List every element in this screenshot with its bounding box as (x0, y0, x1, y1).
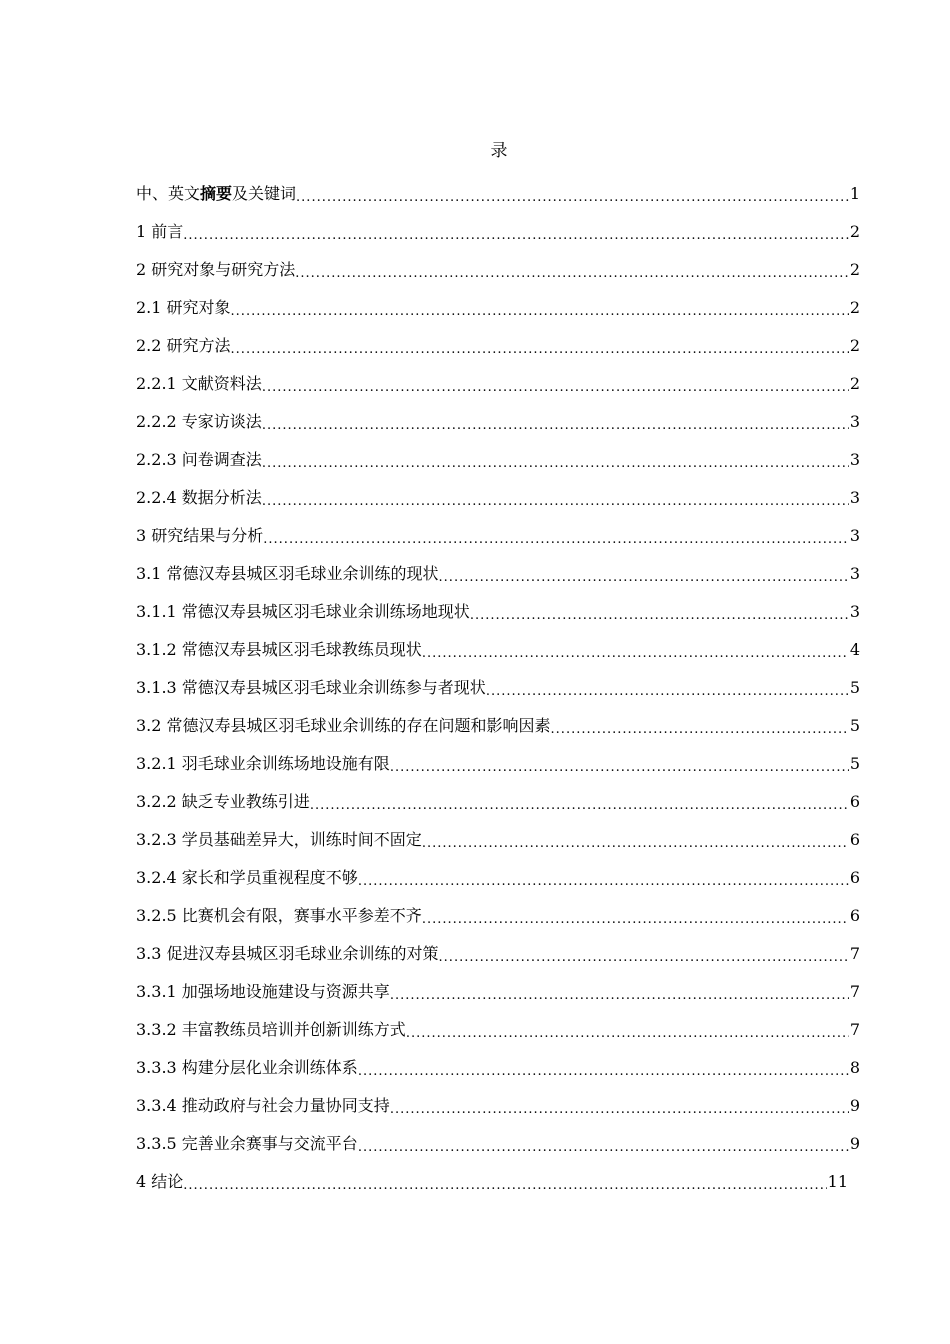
toc-entry-label: 3.1 常德汉寿县城区羽毛球业余训练的现状 (136, 564, 439, 583)
dot-leader (390, 989, 849, 1002)
toc-entry[interactable] (136, 213, 860, 251)
toc-page-number: 3 (849, 412, 860, 431)
dot-leader (439, 571, 849, 584)
dot-leader (183, 229, 849, 242)
dot-leader (358, 875, 849, 888)
toc-entry-label: 中、英文摘要及关键词 (136, 184, 297, 203)
toc-entry[interactable] (136, 783, 860, 821)
toc-entry-label: 3.3.3 构建分层化业余训练体系 (136, 1058, 358, 1077)
toc-entry[interactable] (136, 897, 860, 935)
toc-page-number: 6 (849, 868, 860, 887)
toc-entry[interactable] (136, 441, 860, 479)
toc-entry[interactable] (136, 1011, 860, 1049)
toc-entry[interactable] (136, 745, 860, 783)
toc-page-number: 2 (849, 298, 860, 317)
toc-entry-label: 4 结论 (136, 1172, 184, 1191)
toc-entry-label: 2 研究对象与研究方法 (136, 260, 296, 279)
toc-entry[interactable] (136, 479, 860, 517)
dot-leader (406, 1027, 849, 1040)
toc-entry-label: 3.2.2 缺乏专业教练引进 (136, 792, 310, 811)
dot-leader (263, 533, 849, 546)
toc-entry-label: 3.2.4 家长和学员重视程度不够 (136, 868, 358, 887)
toc-entry[interactable] (136, 175, 860, 213)
dot-leader (358, 1065, 849, 1078)
dot-leader (262, 457, 849, 470)
toc-page-number: 4 (849, 640, 860, 659)
dot-leader (422, 647, 849, 660)
toc-page-number: 6 (849, 906, 860, 925)
toc-entry-label: 3.3.2 丰富教练员培训并创新训练方式 (136, 1020, 406, 1039)
toc-entry-label: 3.2.1 羽毛球业余训练场地设施有限 (136, 754, 390, 773)
toc-page-number: 5 (849, 754, 860, 773)
dot-leader (390, 761, 849, 774)
toc-entry[interactable] (136, 1163, 848, 1201)
toc-page-number: 11 (827, 1172, 848, 1191)
toc-page-number: 6 (849, 792, 860, 811)
toc-page-number: 9 (849, 1096, 860, 1115)
dot-leader (262, 495, 849, 508)
toc-entry-label: 2.2.3 问卷调查法 (136, 450, 262, 469)
toc-page-number: 3 (849, 526, 860, 545)
toc-entry[interactable] (136, 859, 860, 897)
toc-entry-label: 3.3.5 完善业余赛事与交流平台 (136, 1134, 358, 1153)
toc-page-number: 8 (849, 1058, 860, 1077)
toc-entry-label: 3.1.1 常德汉寿县城区羽毛球业余训练场地现状 (136, 602, 470, 621)
toc-page-number: 9 (849, 1134, 860, 1153)
table-of-contents (136, 175, 860, 1201)
toc-page-number: 1 (849, 184, 860, 203)
toc-page-number: 3 (849, 450, 860, 469)
dot-leader (231, 305, 849, 318)
toc-title: 录 (490, 141, 508, 161)
dot-leader (262, 381, 849, 394)
toc-entry-label: 3.2.5 比赛机会有限，赛事水平参差不齐 (136, 906, 422, 925)
dot-leader (262, 419, 849, 432)
toc-entry-label: 2.2 研究方法 (136, 336, 231, 355)
toc-entry[interactable] (136, 631, 860, 669)
toc-page-number: 7 (849, 1020, 860, 1039)
dot-leader (310, 799, 849, 812)
toc-entry-label: 3 研究结果与分析 (136, 526, 264, 545)
toc-entry-label: 3.2.3 学员基础差异大，训练时间不固定 (136, 830, 422, 849)
toc-page-number: 2 (849, 260, 860, 279)
toc-entry[interactable] (136, 327, 860, 365)
toc-entry[interactable] (136, 365, 860, 403)
toc-entry[interactable] (136, 289, 860, 327)
dot-leader (358, 1141, 849, 1154)
toc-page-number: 2 (849, 222, 860, 241)
toc-page-number: 5 (849, 678, 860, 697)
toc-entry-label: 2.2.2 专家访谈法 (136, 412, 262, 431)
toc-entry[interactable] (136, 251, 860, 289)
dot-leader (439, 951, 849, 964)
toc-entry-label: 2.1 研究对象 (136, 298, 231, 317)
toc-entry-label: 3.3.1 加强场地设施建设与资源共享 (136, 982, 390, 1001)
toc-page-number: 3 (849, 564, 860, 583)
toc-page-number: 2 (849, 336, 860, 355)
toc-entry-label: 2.2.4 数据分析法 (136, 488, 262, 507)
toc-page-number: 3 (849, 488, 860, 507)
toc-entry[interactable] (136, 517, 860, 555)
toc-entry-label: 1 前言 (136, 222, 184, 241)
dot-leader (231, 343, 849, 356)
toc-page-number: 6 (849, 830, 860, 849)
toc-page-number: 7 (849, 944, 860, 963)
toc-page-number: 5 (849, 716, 860, 735)
toc-entry[interactable] (136, 1049, 860, 1087)
toc-entry-bold: 摘要 (200, 184, 233, 203)
dot-leader (295, 267, 849, 280)
toc-entry[interactable] (136, 403, 860, 441)
toc-entry-label: 3.2 常德汉寿县城区羽毛球业余训练的存在问题和影响因素 (136, 716, 551, 735)
dot-leader (486, 685, 849, 698)
toc-page-number: 7 (849, 982, 860, 1001)
dot-leader (183, 1179, 826, 1192)
dot-leader (296, 191, 849, 204)
toc-entry[interactable] (136, 935, 860, 973)
toc-entry[interactable] (136, 973, 860, 1011)
dot-leader (390, 1103, 849, 1116)
toc-entry[interactable] (136, 669, 860, 707)
toc-entry-label: 3.3 促进汉寿县城区羽毛球业余训练的对策 (136, 944, 439, 963)
toc-entry[interactable] (136, 821, 860, 859)
toc-entry[interactable] (136, 593, 860, 631)
dot-leader (470, 609, 849, 622)
toc-entry-label: 3.3.4 推动政府与社会力量协同支持 (136, 1096, 390, 1115)
toc-entry[interactable] (136, 1087, 860, 1125)
toc-page-number: 3 (849, 602, 860, 621)
toc-entry-label: 2.2.1 文献资料法 (136, 374, 262, 393)
toc-entry[interactable] (136, 1125, 860, 1163)
toc-entry[interactable] (136, 707, 860, 745)
toc-page-number: 2 (849, 374, 860, 393)
dot-leader (551, 723, 849, 736)
dot-leader (422, 837, 849, 850)
toc-entry-label: 3.1.3 常德汉寿县城区羽毛球业余训练参与者现状 (136, 678, 486, 697)
toc-entry[interactable] (136, 555, 860, 593)
dot-leader (422, 913, 849, 926)
toc-entry-label: 3.1.2 常德汉寿县城区羽毛球教练员现状 (136, 640, 422, 659)
